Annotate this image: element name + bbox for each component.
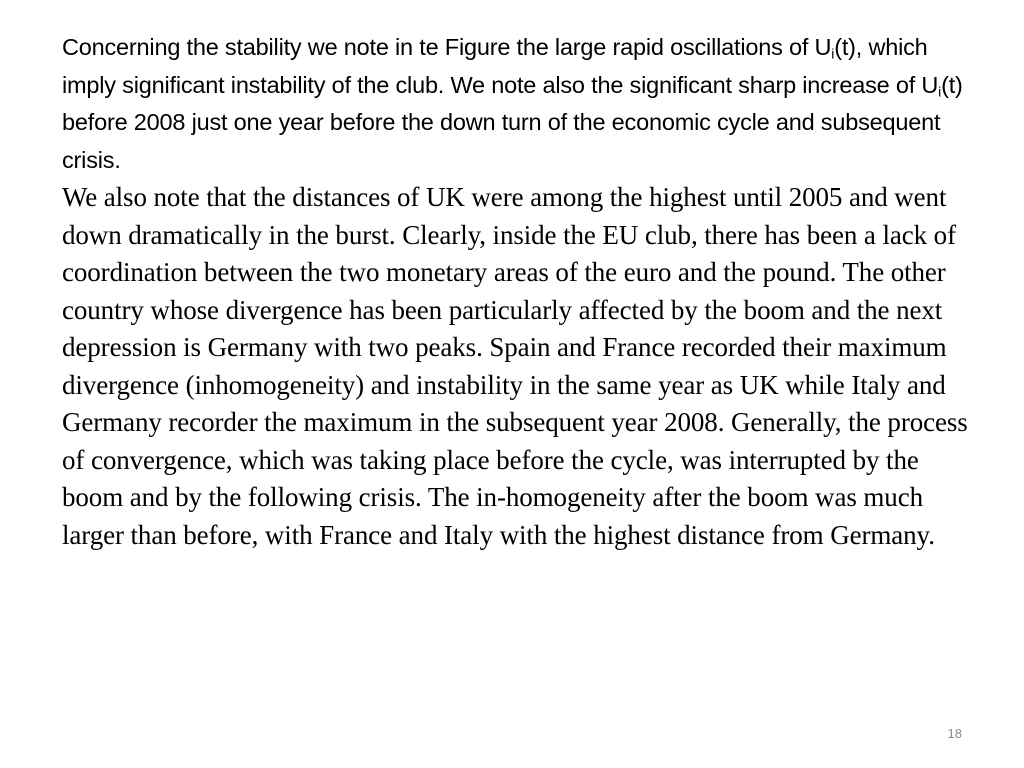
page-number: 18 xyxy=(947,726,962,741)
distances-paragraph: We also note that the distances of UK were among the highest until 2005 and went down dramatically in the burst. Clearly, inside the EU club, there has been a lack of coordination between the two monetary areas of the euro and the pound. The other country whose divergence has been particularly affected by the boom and the next depression is Germany with two peaks. Spain and France recorded their maximum divergence (inhomogeneity) and instability in the same year as UK while Italy and Germany recorder the maximum in the subsequent year 2008. Generally, the process of convergence, which was taking place before the cycle, was interrupted by the boom and by the following crisis. The in-homogeneity after the boom was much larger than before, with France and Italy with the highest distance from Germany. xyxy=(62,182,968,550)
paragraph1-text-middle: (t), which imply significant instability of the club. We note also the significant sharp increase of U xyxy=(62,34,939,98)
subscript-i: i xyxy=(938,83,942,100)
paragraph1-text-end: (t) before 2008 just one year before the down turn of the economic cycle and subsequent crisis. xyxy=(62,71,963,173)
paragraph1-text-start: Concerning the stability we note in te Figure the large rapid oscillations of U xyxy=(62,34,832,60)
subscript-i: i xyxy=(831,45,835,62)
stability-paragraph xyxy=(62,29,972,179)
slide-body xyxy=(62,29,972,554)
